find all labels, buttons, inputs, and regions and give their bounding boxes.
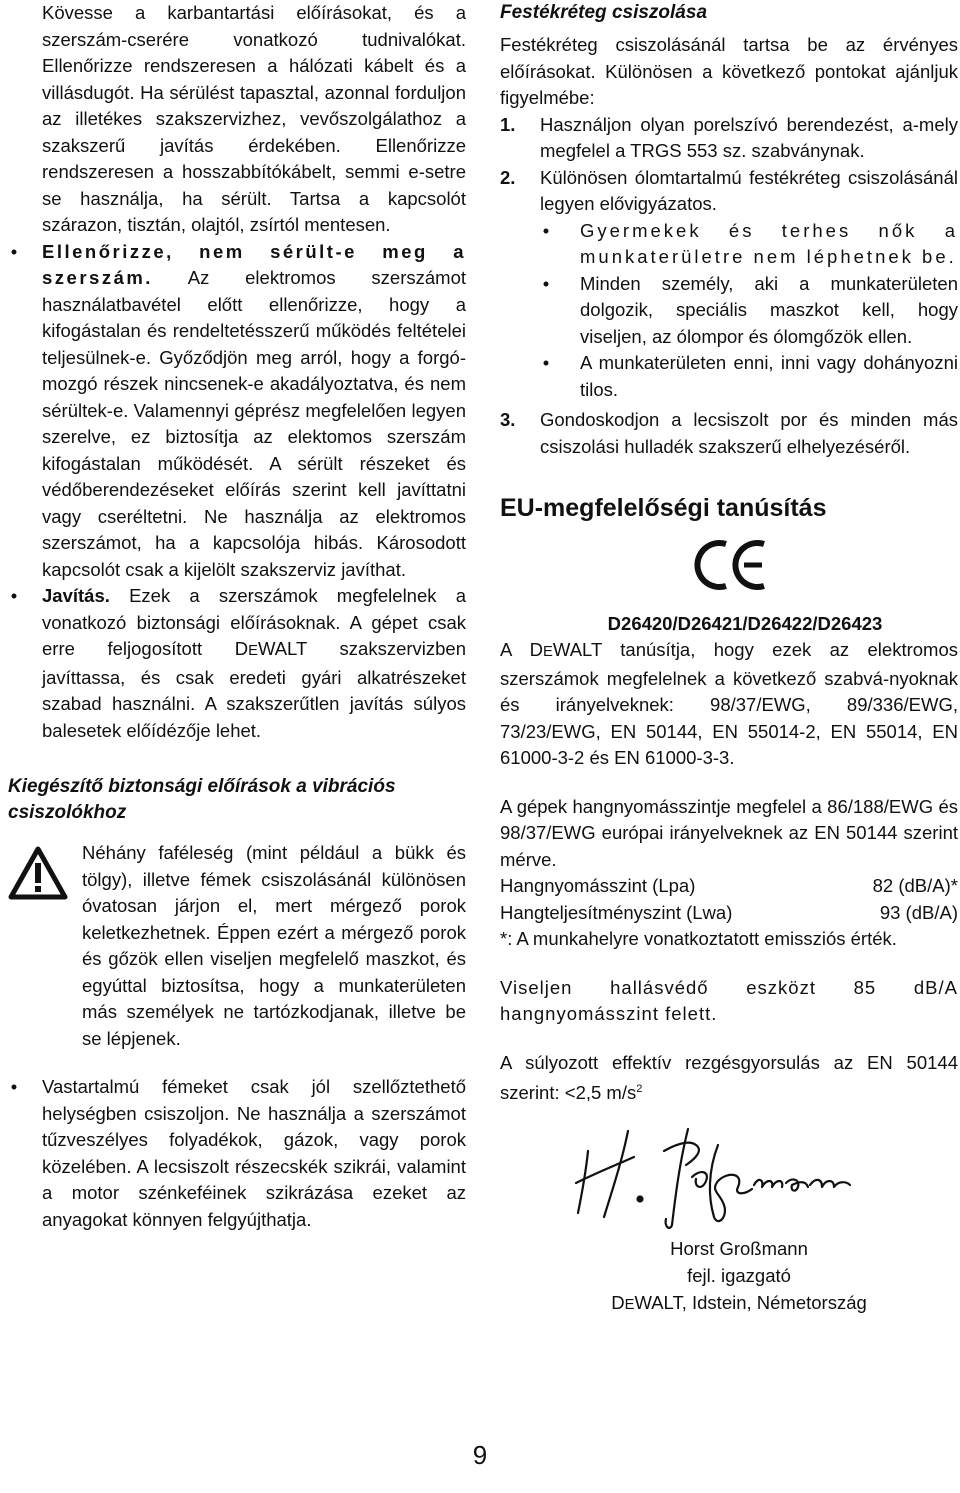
item3-text: Gondoskodjon a lecsiszolt por és minden más csiszolási hulladék szakszerű elhelyezéséről.: [540, 409, 958, 457]
company-location: [500, 1289, 958, 1319]
bullet-repair-body-1: Ezek a szerszámok megfelelnek a vonatkozó biztonsági előírásoknak. A gépet csak erre feljogosított D: [42, 585, 466, 659]
sub3-text: A munkaterületen enni, inni vagy dohányozni tilos.: [580, 352, 958, 400]
lwa-row: [500, 900, 958, 927]
right-column: [500, 0, 958, 1319]
model-numbers: D26420/D26421/D26422/D26423: [607, 613, 883, 634]
bullet-dot: •: [10, 1076, 18, 1097]
lpa-label: Hangnyomásszint (Lpa): [500, 875, 696, 896]
numbered-item-2: [500, 165, 958, 218]
item-number: 1.: [500, 113, 516, 135]
maintenance-paragraph: Kövesse a karbantartási előírásokat, és a szerszám-cserére vonatkozó tudnivalókat. Ellenőrizze rendszeresen a hálózati kábelt és a villásdugót. Ha sérülést tapasztal, azonnal forduljon az illetékes szakszervizhez, vevőszolgálathoz a szakszerű javítás érdekében. Ellenőrizze rendszeresen a hosszabbítókábelt, semmi e-setre se használja, ha sérült. Tartsa a kapcsolót szárazon, tisztán, olajtól, zsírtól mentesen.: [42, 2, 466, 235]
ce-mark-wrap: [500, 538, 958, 597]
sub-bullet-mask: [540, 271, 958, 351]
bullet-check-lead: Ellenőrizze, nem sérült-e meg a szerszám.: [42, 240, 466, 288]
item2-text: Különösen ólomtartalmú festékréteg csiszolásánál legyen elővigyázatos.: [540, 166, 958, 214]
bullet-repair-lead: Javítás.: [42, 585, 110, 606]
numbered-item-1: [500, 112, 958, 165]
hearing-protection: Viseljen hallásvédő eszközt 85 dB/A hangnyomásszint felett.: [500, 976, 958, 1024]
warning-triangle-icon: [8, 846, 68, 900]
sub-bullet-children: [540, 218, 958, 271]
emission-footnote: *: A munkahelyre vonatkoztatott emissziós érték.: [500, 928, 897, 949]
item-number: 3.: [500, 409, 516, 430]
brand-small-caps: E: [248, 643, 258, 659]
signer-name: Horst Großmann: [670, 1237, 808, 1259]
bullet-check-body: Az elektromos szerszámot használatbavétel előtt ellenőrizze, hogy a kifogástalan és rendeltetésszerű működés feltételei teljesülnek-e. Győződjön meg arról, hogy a forgó-mozgó részek nincsenek-e akadályoztatva, és nem sérültek-e. Valamennyi géprész megfelelően legyen szerelve, ez biztosítja az elektomos szerszám kifogástalan működését. A sérült részeket és védőberendezéseket előírás szerint kell javíttatni vagy cseréltetni. Ne használja az elektromos szerszámot, ha a kapcsolója hibás. Károsodott kapcsolót csak a kijelölt szakszerviz javíthat.: [42, 267, 466, 580]
bullet-dot: •: [542, 352, 550, 373]
sub2-text: Minden személy, aki a munkaterületen dolgozik, speciális maszkot kell, hogy viseljen, az ólompor és ólomgőzök ellen.: [580, 272, 958, 347]
vibration-exponent: 2: [636, 1083, 643, 1095]
sub-bullet-no-eating: [540, 350, 958, 403]
warning-block: [8, 840, 466, 1052]
eu-declaration: [500, 637, 958, 772]
page-number: 9: [472, 1440, 488, 1470]
left-column: [8, 0, 466, 1233]
lpa-value: 82 (dB/A)*: [872, 875, 958, 896]
ce-mark-icon: [694, 538, 770, 592]
bullet-dot: •: [10, 240, 18, 262]
company-1: D: [611, 1291, 625, 1313]
item1-text: Használjon olyan porelszívó berendezést, a-mely megfelel a TRGS 553 sz. szabványnak.: [540, 113, 958, 161]
vibration-text: A súlyozott effektív rezgésgyorsulás az EN 50144 szerint: <2,5 m/s: [500, 1051, 958, 1104]
numbered-item-3: [500, 407, 958, 460]
item-number: 2.: [500, 166, 516, 188]
sub1-text: Gyermekek és terhes nők a munkaterületre nem léphetnek be.: [580, 219, 958, 267]
eu-text-2: WALT tanúsítja, hogy ezek az elektromos szerszámok megfelelnek a következő szabvá-nyoknak és irányelveknek: 98/37/EWG, 89/336/EWG, 73/23/EWG, EN 50144, EN 55014-2, EN 55014, EN 61000-3-2 és EN 61000-3-3.: [500, 639, 958, 768]
brand-small-caps: E: [543, 644, 553, 660]
bullet-metal-text: Vastartalmú fémeket csak jól szellőztethető helységben csiszoljon. Ne használja a szerszámot tűzveszélyes folyadékok, gázok, vagy porok közelében. A lecsiszolt részecskék szikrái, valamint a motor szénkeféinek szikrázása ezeket az anyagokat könnyen felgyújthatja.: [42, 1076, 466, 1230]
bullet-repair: [8, 583, 466, 744]
eu-text-1: A D: [500, 639, 544, 660]
signature-image: [568, 1121, 868, 1231]
bullet-repair-body-2: WALT szakszervizben javíttassa, és csak eredeti gyári alkatrészeket szabad használni. A szakszerűtlen javítás súlyos balesetek előídézője lehet.: [42, 638, 466, 741]
lwa-value: 93 (dB/A): [879, 901, 958, 923]
bullet-check-tool: [8, 239, 466, 584]
bullet-ferrous-metals: [8, 1074, 466, 1233]
lwa-label: Hangteljesítményszint (Lwa): [500, 901, 733, 923]
noise-paragraph: A gépek hangnyomásszintje megfelel a 86/188/EWG és 98/37/EWG európai irányelveknek az EN 50144 szerint mérve.: [500, 795, 958, 870]
bullet-dot: •: [542, 272, 550, 294]
paint-intro: Festékréteg csiszolásánál tartsa be az érvényes előírásokat. Különösen a következő pontokat ajánljuk figyelmébe:: [500, 34, 958, 108]
heading-eu-conformity: EU-megfelelőségi tanúsítás: [500, 494, 827, 522]
brand-small-caps: E: [624, 1296, 635, 1313]
heading-paint-sanding: Festékréteg csiszolása: [500, 2, 708, 23]
lpa-row: [500, 873, 958, 900]
signer-title: fejl. igazgató: [687, 1264, 791, 1286]
bullet-dot: •: [542, 219, 550, 241]
company-2: WALT, Idstein, Németország: [634, 1291, 867, 1313]
heading-vibration-sanders: Kiegészítő biztonsági előírások a vibrációs csiszolókhoz: [8, 776, 396, 823]
vibration-value: [500, 1050, 958, 1107]
bullet-dot: •: [10, 585, 18, 606]
warning-text: Néhány faféleség (mint például a bükk és tölgy), illetve fémek csiszolásánál különösen óvatosan járjon el, mert mérgező porok keletkezhetnek. Éppen ezért a mérgező porok és gőzök ellen viseljen megfelelő maszkot, és egyúttal biztosítsa, hogy a munkaterületen más személyek ne tartózkodjanak, illetve be se lépjenek.: [82, 842, 466, 1049]
